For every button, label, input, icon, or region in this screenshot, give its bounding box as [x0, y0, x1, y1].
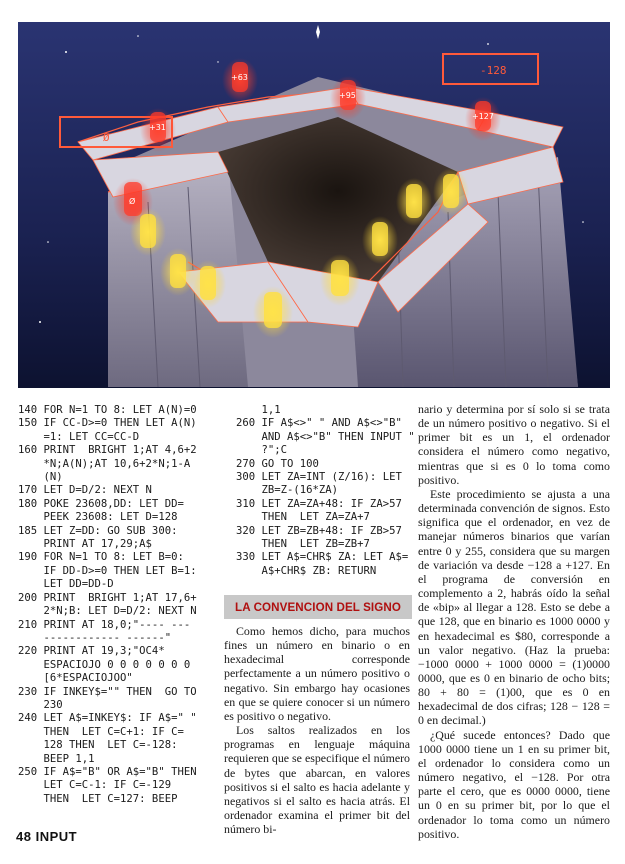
code-line: 250 IF A$="B" OR A$="B" THEN — [18, 765, 197, 778]
code-line: IF DD-D>=0 THEN LET B=1: — [18, 564, 197, 577]
page-folio — [16, 829, 77, 844]
code-line: LET DD=DD-D — [18, 578, 114, 591]
code-line: THEN LET C=127: BEEP — [18, 792, 178, 805]
code-line: 230 — [18, 698, 63, 711]
code-line: THEN LET ZB=ZB+7 — [236, 538, 370, 551]
code-line: PEEK 23608: LET D=128 — [18, 511, 178, 524]
basic-listing-part2 — [236, 404, 416, 578]
code-line: (N) — [18, 471, 63, 484]
code-line: 185 LET Z=DD: GO SUB 300: — [18, 524, 178, 537]
code-line: 170 LET D=D/2: NEXT N — [18, 484, 152, 497]
svg-text:+127: +127 — [472, 112, 494, 121]
code-line: ZB=Z-(16*ZA) — [236, 484, 339, 497]
paragraph: ¿Qué sucede entonces? Dado que 1000 0000 tiene un 1 en su primer bit, el ordenador lo considera como un número negativo, el −128. Por otra parte el cero, que es 0000 0000, tiene un 0 en su primer bit, por lo que el ordenador lo toma como un número positivo. — [418, 727, 610, 841]
code-line: =1: LET CC=CC-D — [18, 430, 140, 443]
paragraph: Los saltos realizados en los programas en lenguaje máquina requieren que se especifique el número de bytes que abarcan, en valores positivos si el salto es hacia adelante y negativos si el salto es hacia atrás. El ordenador examina el primer bit del número bi- — [224, 723, 410, 837]
code-line: PRINT AT 17,29;A$ — [18, 538, 152, 551]
code-line: 180 POKE 23608,DD: LET DD= — [18, 497, 184, 510]
page-number: 48 — [16, 829, 32, 844]
section-heading: LA CONVENCION DEL SIGNO — [235, 600, 401, 614]
code-line: BEEP 1,1 — [18, 752, 95, 765]
svg-text:+31: +31 — [149, 123, 166, 132]
code-line: ?";C — [236, 444, 288, 457]
code-line: ------------ ------" — [18, 631, 172, 644]
code-line: THEN LET C=C+1: IF C= — [18, 725, 184, 738]
code-line: THEN LET ZA=ZA+7 — [236, 511, 370, 524]
code-line: [6*ESPACIOJOO" — [18, 672, 133, 685]
code-line: 300 LET ZA=INT (Z/16): LET — [236, 471, 402, 484]
label-zero-left: Ø — [103, 131, 110, 144]
code-line: 240 LET A$=INKEY$: IF A$=" " — [18, 712, 197, 725]
code-line: 220 PRINT AT 19,3;"OC4* — [18, 645, 165, 658]
paragraph: Como hemos dicho, para muchos fines un número en binario o en hexadecimal corresponde perfectamente a un número positivo o negativo. Sin embargo hay ocasiones en que se quiere conocer si un número es positivo o negativo. — [224, 624, 410, 723]
code-line: 310 LET ZA=ZA+48: IF ZA>57 — [236, 497, 402, 510]
section-heading-box — [224, 595, 412, 619]
code-line: LET C=C-1: IF C=-129 — [18, 779, 172, 792]
magazine-name: INPUT — [35, 829, 78, 844]
article-column-right — [418, 402, 610, 841]
svg-text:+95: +95 — [339, 91, 356, 100]
code-line: 320 LET ZB=ZB+48: IF ZB>57 — [236, 524, 402, 537]
code-line: 260 IF A$<>" " AND A$<>"B" — [236, 417, 402, 430]
code-line: 230 IF INKEY$="" THEN GO TO — [18, 685, 197, 698]
code-line: A$+CHR$ ZB: RETURN — [236, 564, 377, 577]
code-line: 128 THEN LET C=-128: — [18, 739, 178, 752]
code-line: 200 PRINT BRIGHT 1;AT 17,6+ — [18, 591, 197, 604]
code-line: 1,1 — [236, 404, 281, 416]
basic-listing-part1 — [18, 404, 228, 806]
code-line: 140 FOR N=1 TO 8: LET A(N)=0 — [18, 404, 197, 416]
code-line: 270 GO TO 100 — [236, 457, 319, 470]
paragraph: nario y determina por sí solo si se trata de un número positivo o negativo. Si el primer bit es un 1, el ordenador considera el número como negativo, mientras que si es 0 lo toma como positivo. — [418, 402, 610, 487]
svg-text:Ø: Ø — [129, 197, 136, 206]
svg-text:+63: +63 — [231, 73, 248, 82]
code-line: 150 IF CC-D>=0 THEN LET A(N) — [18, 417, 197, 430]
code-line: 210 PRINT AT 18,0;"---- --- — [18, 618, 191, 631]
code-line: ESPACIOJO 0 0 0 0 0 0 0 — [18, 658, 191, 671]
code-line: 160 PRINT BRIGHT 1;AT 4,6+2 — [18, 444, 197, 457]
code-line: *N;A(N);AT 10,6+2*N;1-A — [18, 457, 191, 470]
article-column-middle — [224, 624, 410, 836]
staircase-illustration — [18, 22, 610, 388]
code-line: AND A$<>"B" THEN INPUT " — [236, 430, 415, 443]
code-line: 330 LET A$=CHR$ ZA: LET A$= — [236, 551, 409, 564]
code-line: 190 FOR N=1 TO 8: LET B=0: — [18, 551, 184, 564]
code-line: 2*N;B: LET D=D/2: NEXT N — [18, 605, 197, 618]
label-minus128: -128 — [480, 64, 507, 77]
paragraph: Este procedimiento se ajusta a una determinada convención de signos. Esto significa que el ordenador, en vez de manejar números binarios que varían entre 0 y 255, considera que su margen de variación va desde −128 a +127. En el programa de conversión en complemento a 2, habrás oído la señal de «bip» al llegar a 128. Esto se debe a que 128, que en binario es 1000 0000 y en hexadecimal es $80, corresponde a un valor negativo. (Haz la prueba: −1000 0000 + 1000 0000 = (1)0000 0000, que es 0 en binario de ocho bits; 80 + 80 = (1)00, que es 0 en hexadecimal de dos cifras; 128 − 128 = 0 en decimal.) — [418, 486, 610, 728]
